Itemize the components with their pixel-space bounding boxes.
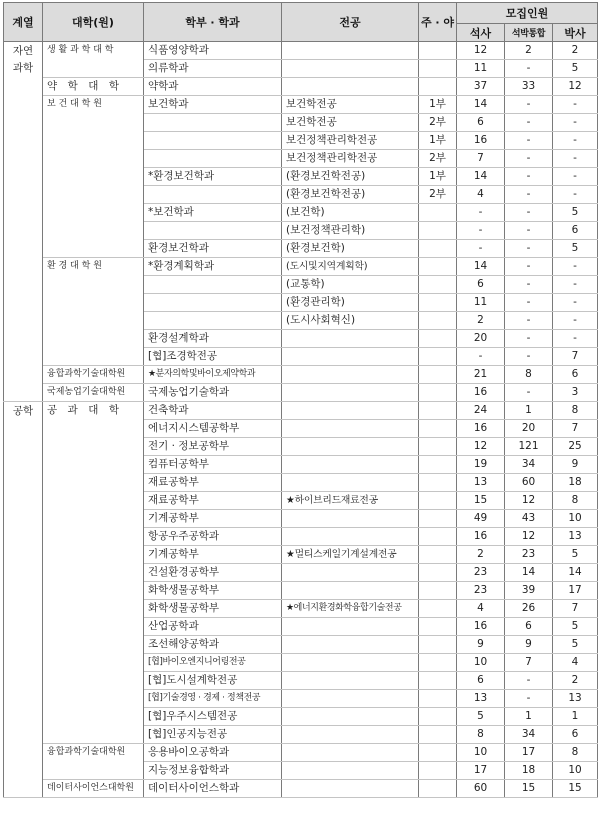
integrated-cell: 34	[505, 456, 553, 474]
masters-cell: 13	[457, 690, 505, 708]
integrated-cell: 12	[505, 528, 553, 546]
major-cell: (환경보건학)	[282, 240, 419, 258]
department-cell	[144, 312, 282, 330]
department-cell: [협]바이오엔지니어링전공	[144, 654, 282, 672]
integrated-cell: 23	[505, 546, 553, 564]
integrated-cell: 7	[505, 654, 553, 672]
masters-cell: 12	[457, 438, 505, 456]
phd-cell: 2	[553, 672, 598, 690]
major-cell	[282, 456, 419, 474]
major-cell	[282, 636, 419, 654]
header-row-1	[4, 3, 598, 24]
phd-cell: 7	[553, 600, 598, 618]
department-cell: [협]인공지능전공	[144, 726, 282, 744]
masters-cell: 4	[457, 600, 505, 618]
day-night-cell	[419, 384, 457, 402]
university-cell: 환 경 대 학 원	[43, 258, 144, 366]
phd-cell: 13	[553, 690, 598, 708]
day-night-cell	[419, 582, 457, 600]
integrated-cell: 6	[505, 618, 553, 636]
admission-table-container	[3, 2, 597, 798]
integrated-cell: -	[505, 114, 553, 132]
day-night-cell	[419, 744, 457, 762]
day-night-cell	[419, 294, 457, 312]
integrated-cell: 60	[505, 474, 553, 492]
day-night-cell	[419, 438, 457, 456]
department-cell: 약학과	[144, 78, 282, 96]
integrated-cell: 1	[505, 402, 553, 420]
day-night-cell	[419, 618, 457, 636]
day-night-cell: 2부	[419, 150, 457, 168]
phd-cell: 8	[553, 744, 598, 762]
department-cell: 건축학과	[144, 402, 282, 420]
integrated-cell: -	[505, 384, 553, 402]
major-cell: ★하이브리드재료전공	[282, 492, 419, 510]
university-cell: 약 학 대 학	[43, 78, 144, 96]
day-night-cell: 2부	[419, 114, 457, 132]
phd-cell: -	[553, 186, 598, 204]
day-night-cell	[419, 546, 457, 564]
integrated-cell: 17	[505, 744, 553, 762]
table-row	[4, 78, 598, 96]
major-cell	[282, 330, 419, 348]
department-cell	[144, 132, 282, 150]
phd-cell: 17	[553, 582, 598, 600]
department-cell: 전기 · 정보공학부	[144, 438, 282, 456]
major-cell: ★에너지환경화학융합기술전공	[282, 600, 419, 618]
major-cell	[282, 654, 419, 672]
phd-cell: 6	[553, 726, 598, 744]
department-cell	[144, 222, 282, 240]
major-cell	[282, 780, 419, 798]
integrated-cell: -	[505, 294, 553, 312]
major-cell	[282, 474, 419, 492]
major-cell: 보건학전공	[282, 96, 419, 114]
masters-cell: 16	[457, 132, 505, 150]
major-cell: (보건학)	[282, 204, 419, 222]
masters-cell: 9	[457, 636, 505, 654]
major-cell	[282, 438, 419, 456]
major-cell	[282, 384, 419, 402]
day-night-cell	[419, 654, 457, 672]
phd-cell: 10	[553, 510, 598, 528]
major-cell	[282, 744, 419, 762]
phd-cell: -	[553, 168, 598, 186]
masters-cell: 11	[457, 294, 505, 312]
integrated-cell: -	[505, 60, 553, 78]
major-cell	[282, 762, 419, 780]
day-night-cell	[419, 78, 457, 96]
phd-cell: -	[553, 132, 598, 150]
integrated-cell: -	[505, 240, 553, 258]
major-cell	[282, 618, 419, 636]
department-cell: 조선해양공학과	[144, 636, 282, 654]
header-day-night: 주 · 야	[419, 3, 457, 42]
masters-cell: -	[457, 240, 505, 258]
day-night-cell	[419, 690, 457, 708]
masters-cell: 17	[457, 762, 505, 780]
header-masters: 석사	[457, 24, 505, 42]
masters-cell: 16	[457, 618, 505, 636]
phd-cell: 2	[553, 42, 598, 60]
integrated-cell: -	[505, 168, 553, 186]
table-row	[4, 366, 598, 384]
admission-quota-table	[3, 2, 598, 798]
phd-cell: 4	[553, 654, 598, 672]
phd-cell: 12	[553, 78, 598, 96]
integrated-cell: -	[505, 222, 553, 240]
university-cell: 생 활 과 학 대 학	[43, 42, 144, 78]
major-cell	[282, 402, 419, 420]
major-cell: (환경보건학전공)	[282, 168, 419, 186]
masters-cell: 8	[457, 726, 505, 744]
table-row	[4, 96, 598, 114]
day-night-cell	[419, 474, 457, 492]
major-cell: 보건정책관리학전공	[282, 150, 419, 168]
masters-cell: 14	[457, 258, 505, 276]
day-night-cell	[419, 456, 457, 474]
department-cell: 의류학과	[144, 60, 282, 78]
integrated-cell: 9	[505, 636, 553, 654]
day-night-cell	[419, 636, 457, 654]
phd-cell: -	[553, 294, 598, 312]
header-department: 학부 · 학과	[144, 3, 282, 42]
masters-cell: 5	[457, 708, 505, 726]
department-cell: *환경보건학과	[144, 168, 282, 186]
integrated-cell: 121	[505, 438, 553, 456]
phd-cell: 8	[553, 492, 598, 510]
major-cell	[282, 348, 419, 366]
major-cell	[282, 60, 419, 78]
header-integrated: 석박통합	[505, 24, 553, 42]
day-night-cell	[419, 348, 457, 366]
day-night-cell	[419, 510, 457, 528]
day-night-cell	[419, 726, 457, 744]
department-cell: 환경설계학과	[144, 330, 282, 348]
day-night-cell	[419, 276, 457, 294]
university-cell: 융합과학기술대학원	[43, 744, 144, 780]
phd-cell: 6	[553, 222, 598, 240]
major-cell	[282, 708, 419, 726]
major-cell: ★멀티스케일기계설계전공	[282, 546, 419, 564]
masters-cell: -	[457, 222, 505, 240]
department-cell: ★분자의학및바이오제약학과	[144, 366, 282, 384]
header-recruitment: 모집인원	[457, 3, 598, 24]
department-cell: 항공우주공학과	[144, 528, 282, 546]
integrated-cell: -	[505, 276, 553, 294]
major-cell: 보건학전공	[282, 114, 419, 132]
masters-cell: 6	[457, 672, 505, 690]
header-major: 전공	[282, 3, 419, 42]
department-cell: [협]기술경영 · 경제 · 정책전공	[144, 690, 282, 708]
header-phd: 박사	[553, 24, 598, 42]
integrated-cell: 34	[505, 726, 553, 744]
phd-cell: -	[553, 258, 598, 276]
phd-cell: 5	[553, 618, 598, 636]
major-cell: (환경보건학전공)	[282, 186, 419, 204]
day-night-cell: 1부	[419, 132, 457, 150]
integrated-cell: -	[505, 186, 553, 204]
major-cell: (도시사회혁신)	[282, 312, 419, 330]
major-cell	[282, 510, 419, 528]
masters-cell: 49	[457, 510, 505, 528]
department-cell: 국제농업기술학과	[144, 384, 282, 402]
phd-cell: -	[553, 276, 598, 294]
day-night-cell	[419, 204, 457, 222]
masters-cell: 16	[457, 420, 505, 438]
masters-cell: 16	[457, 528, 505, 546]
table-row	[4, 258, 598, 276]
department-cell: [협]도시설계학전공	[144, 672, 282, 690]
phd-cell: 14	[553, 564, 598, 582]
masters-cell: 11	[457, 60, 505, 78]
department-cell: 환경보건학과	[144, 240, 282, 258]
university-cell: 융합과학기술대학원	[43, 366, 144, 384]
phd-cell: 7	[553, 420, 598, 438]
day-night-cell	[419, 564, 457, 582]
phd-cell: -	[553, 330, 598, 348]
integrated-cell: 26	[505, 600, 553, 618]
integrated-cell: 39	[505, 582, 553, 600]
day-night-cell: 1부	[419, 96, 457, 114]
department-cell: 산업공학과	[144, 618, 282, 636]
header-university: 대학(원)	[43, 3, 144, 42]
major-cell: (환경관리학)	[282, 294, 419, 312]
integrated-cell: -	[505, 690, 553, 708]
integrated-cell: -	[505, 348, 553, 366]
phd-cell: 6	[553, 366, 598, 384]
integrated-cell: -	[505, 96, 553, 114]
integrated-cell: -	[505, 312, 553, 330]
table-body	[4, 42, 598, 798]
department-cell: [협]조경학전공	[144, 348, 282, 366]
field-cell: 공학	[4, 402, 43, 798]
phd-cell: 5	[553, 240, 598, 258]
phd-cell: 13	[553, 528, 598, 546]
integrated-cell: 12	[505, 492, 553, 510]
department-cell	[144, 294, 282, 312]
day-night-cell	[419, 330, 457, 348]
integrated-cell: -	[505, 150, 553, 168]
integrated-cell: 1	[505, 708, 553, 726]
day-night-cell	[419, 222, 457, 240]
masters-cell: 7	[457, 150, 505, 168]
day-night-cell	[419, 762, 457, 780]
integrated-cell: -	[505, 330, 553, 348]
department-cell: 컴퓨터공학부	[144, 456, 282, 474]
masters-cell: 10	[457, 744, 505, 762]
department-cell: 재료공학부	[144, 492, 282, 510]
masters-cell: -	[457, 348, 505, 366]
major-cell	[282, 726, 419, 744]
department-cell: 화학생물공학부	[144, 600, 282, 618]
department-cell: 응용바이오공학과	[144, 744, 282, 762]
major-cell	[282, 366, 419, 384]
department-cell: 지능정보융합학과	[144, 762, 282, 780]
masters-cell: 4	[457, 186, 505, 204]
phd-cell: -	[553, 312, 598, 330]
masters-cell: 37	[457, 78, 505, 96]
phd-cell: -	[553, 114, 598, 132]
day-night-cell	[419, 258, 457, 276]
masters-cell: 2	[457, 312, 505, 330]
department-cell: 재료공학부	[144, 474, 282, 492]
department-cell: *환경계획학과	[144, 258, 282, 276]
masters-cell: 13	[457, 474, 505, 492]
department-cell: 건설환경공학부	[144, 564, 282, 582]
department-cell: 식품영양학과	[144, 42, 282, 60]
university-cell: 보 건 대 학 원	[43, 96, 144, 258]
major-cell: (교통학)	[282, 276, 419, 294]
masters-cell: -	[457, 204, 505, 222]
phd-cell: 10	[553, 762, 598, 780]
masters-cell: 15	[457, 492, 505, 510]
day-night-cell	[419, 60, 457, 78]
masters-cell: 2	[457, 546, 505, 564]
day-night-cell	[419, 528, 457, 546]
phd-cell: 5	[553, 546, 598, 564]
day-night-cell	[419, 600, 457, 618]
integrated-cell: 15	[505, 780, 553, 798]
masters-cell: 14	[457, 168, 505, 186]
masters-cell: 14	[457, 96, 505, 114]
phd-cell: 9	[553, 456, 598, 474]
integrated-cell: 8	[505, 366, 553, 384]
phd-cell: 5	[553, 204, 598, 222]
day-night-cell	[419, 780, 457, 798]
day-night-cell	[419, 312, 457, 330]
university-cell: 공 과 대 학	[43, 402, 144, 744]
day-night-cell	[419, 42, 457, 60]
major-cell	[282, 672, 419, 690]
major-cell: (보건정책관리학)	[282, 222, 419, 240]
major-cell	[282, 564, 419, 582]
major-cell	[282, 528, 419, 546]
field-cell: 자연 과학	[4, 42, 43, 402]
table-row	[4, 744, 598, 762]
table-row	[4, 780, 598, 798]
major-cell	[282, 420, 419, 438]
table-row	[4, 42, 598, 60]
integrated-cell: 33	[505, 78, 553, 96]
masters-cell: 10	[457, 654, 505, 672]
phd-cell: 15	[553, 780, 598, 798]
day-night-cell	[419, 672, 457, 690]
table-row	[4, 402, 598, 420]
department-cell	[144, 276, 282, 294]
phd-cell: 1	[553, 708, 598, 726]
major-cell: (도시및지역계획학)	[282, 258, 419, 276]
masters-cell: 19	[457, 456, 505, 474]
major-cell	[282, 42, 419, 60]
day-night-cell	[419, 420, 457, 438]
day-night-cell	[419, 492, 457, 510]
day-night-cell	[419, 402, 457, 420]
department-cell	[144, 114, 282, 132]
department-cell: 기계공학부	[144, 510, 282, 528]
phd-cell: 18	[553, 474, 598, 492]
integrated-cell: -	[505, 672, 553, 690]
masters-cell: 20	[457, 330, 505, 348]
masters-cell: 6	[457, 276, 505, 294]
day-night-cell: 1부	[419, 168, 457, 186]
masters-cell: 24	[457, 402, 505, 420]
integrated-cell: 20	[505, 420, 553, 438]
phd-cell: -	[553, 150, 598, 168]
department-cell: *보건학과	[144, 204, 282, 222]
department-cell: 보건학과	[144, 96, 282, 114]
phd-cell: 7	[553, 348, 598, 366]
masters-cell: 60	[457, 780, 505, 798]
major-cell	[282, 690, 419, 708]
integrated-cell: -	[505, 258, 553, 276]
day-night-cell: 2부	[419, 186, 457, 204]
department-cell: [협]우주시스템전공	[144, 708, 282, 726]
masters-cell: 16	[457, 384, 505, 402]
masters-cell: 6	[457, 114, 505, 132]
day-night-cell	[419, 366, 457, 384]
integrated-cell: 2	[505, 42, 553, 60]
integrated-cell: 43	[505, 510, 553, 528]
integrated-cell: -	[505, 204, 553, 222]
masters-cell: 23	[457, 582, 505, 600]
masters-cell: 21	[457, 366, 505, 384]
major-cell	[282, 78, 419, 96]
phd-cell: 5	[553, 60, 598, 78]
phd-cell: 5	[553, 636, 598, 654]
day-night-cell	[419, 708, 457, 726]
major-cell	[282, 582, 419, 600]
department-cell: 화학생물공학부	[144, 582, 282, 600]
department-cell: 에너지시스템공학부	[144, 420, 282, 438]
university-cell: 데이터사이언스대학원	[43, 780, 144, 798]
integrated-cell: 18	[505, 762, 553, 780]
masters-cell: 12	[457, 42, 505, 60]
department-cell	[144, 186, 282, 204]
phd-cell: -	[553, 96, 598, 114]
phd-cell: 3	[553, 384, 598, 402]
integrated-cell: -	[505, 132, 553, 150]
table-row	[4, 384, 598, 402]
university-cell: 국제농업기술대학원	[43, 384, 144, 402]
header-field: 계열	[4, 3, 43, 42]
major-cell: 보건정책관리학전공	[282, 132, 419, 150]
masters-cell: 23	[457, 564, 505, 582]
phd-cell: 8	[553, 402, 598, 420]
integrated-cell: 14	[505, 564, 553, 582]
department-cell	[144, 150, 282, 168]
day-night-cell	[419, 240, 457, 258]
department-cell: 데이터사이언스학과	[144, 780, 282, 798]
department-cell: 기계공학부	[144, 546, 282, 564]
phd-cell: 25	[553, 438, 598, 456]
